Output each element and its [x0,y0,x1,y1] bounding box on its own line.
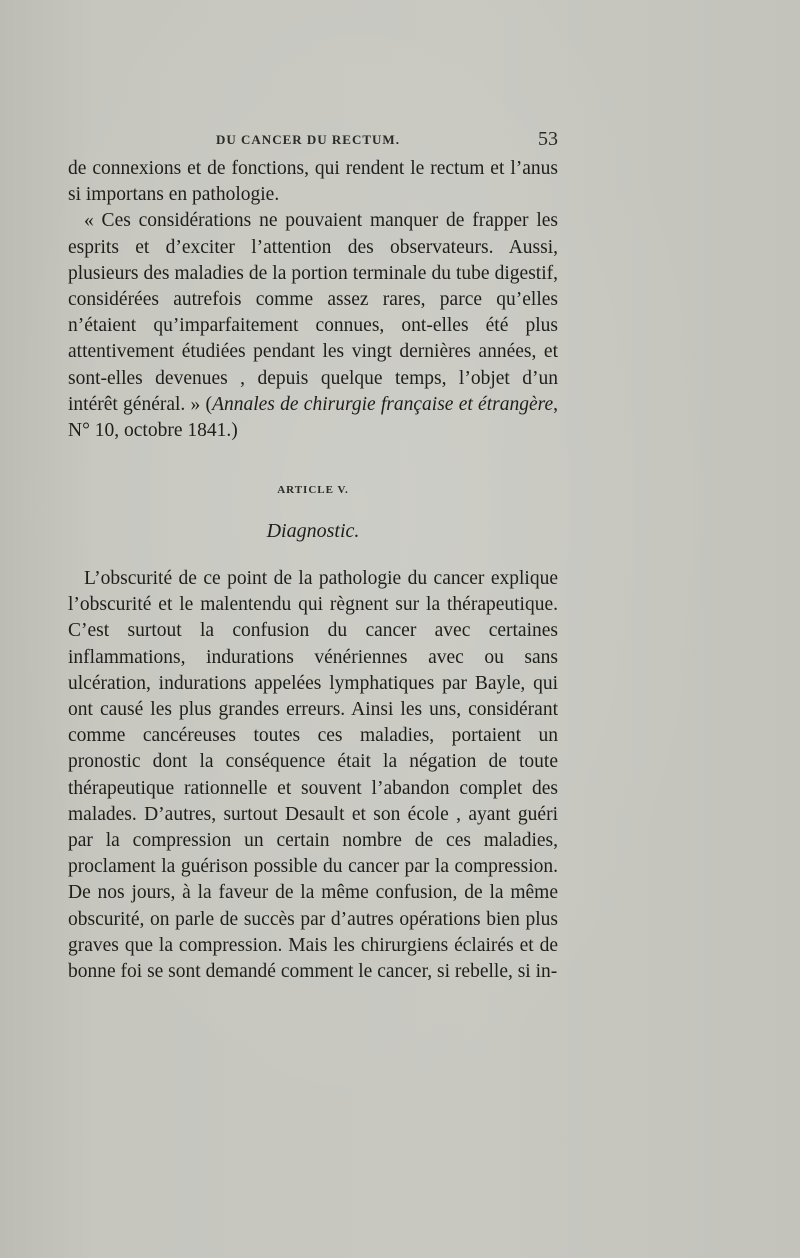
running-head [68,128,558,154]
quotation-text: « Ces considérations ne pouvaient manquer de frapper les esprits et d’exciter l’attention des observateurs. Aussi, plusieurs des maladies de la portion terminale du tube digestif, considérées autrefois comme assez rares, parce qu’elles n’étaient qu’imparfaitement connues, ont-elles été plus attentivement étudiées pendant les vingt dernières années, et sont-elles devenues , depuis quelque temps, l’objet d’un intérêt général. » ( [68,210,558,415]
paragraph-continuation: de connexions et de fonctions, qui rendent le rectum et l’anus si importans en pathologie. [68,158,558,206]
section-title: Diagnostic. [266,520,360,542]
running-head-title: DU CANCER DU RECTUM. [216,132,400,147]
text-block-top [68,156,558,444]
reference-details: , N° 10, octobre 1841.) [68,393,558,442]
text-block-main [68,566,558,985]
paragraph-quotation [68,208,558,444]
article-label: ARTICLE V. [277,484,349,496]
reference-journal-title: Annales de chirurgie française et étrangère [212,393,554,415]
page-number: 53 [538,128,558,150]
paragraph-diagnostic: L’obscurité de ce point de la pathologie du cancer explique l’obscurité et le malentendu qui règnent sur la thérapeutique. C’est surtout la confusion du cancer avec certaines inflammations, indurations vénériennes avec ou sans ulcération, indurations appelées lymphatiques par Bayle, qui ont causé les plus grandes erreurs. Ainsi les uns, considérant comme cancéreuses toutes ces maladies, portaient un pronostic dont la conséquence était la négation de toute thérapeutique rationnelle et souvent l’abandon complet des malades. D’autres, surtout Desault et son école , ayant guéri par la compression un certain nombre de ces maladies, proclament la guérison possible du cancer par la compression. De nos jours, à la faveur de la même confusion, de la même obscurité, on parle de succès par d’autres opérations bien plus graves que la compression. Mais les chirurgiens éclairés et de bonne foi se sont demandé comment le cancer, si rebelle, si in- [68,568,558,983]
